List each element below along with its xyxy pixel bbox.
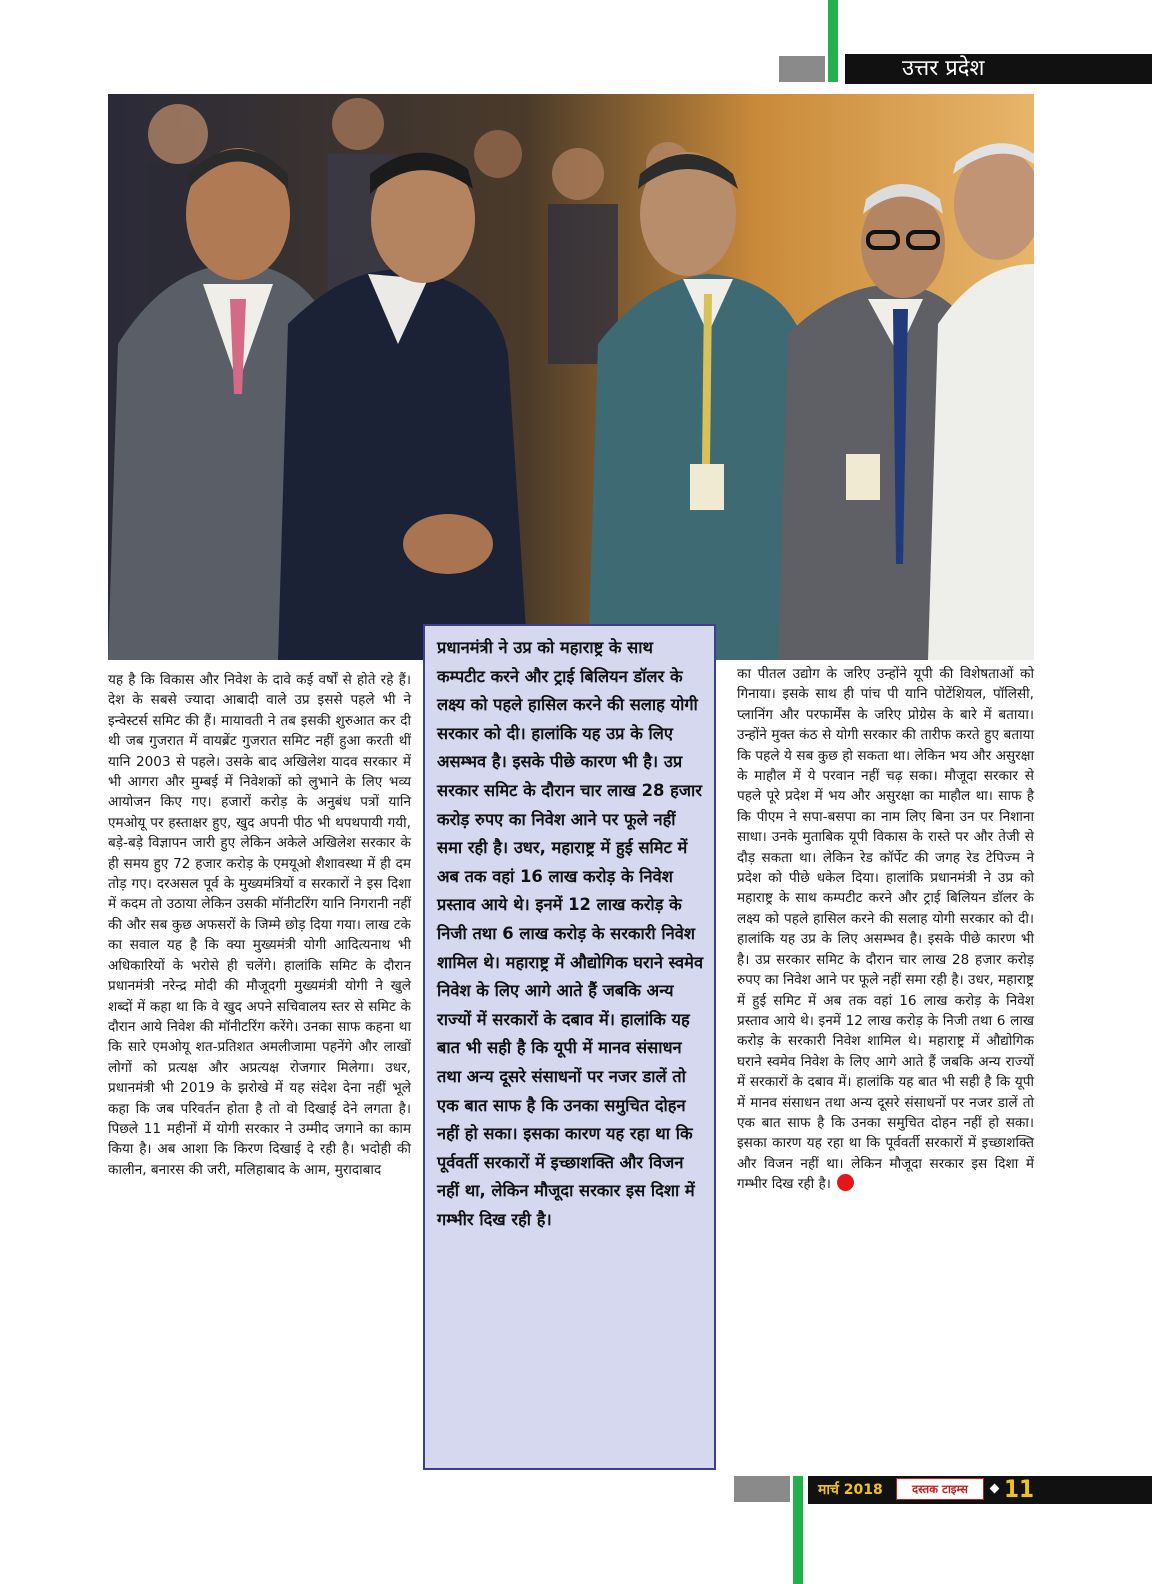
article-photo: [108, 94, 1034, 660]
header-accent-bar: [828, 0, 838, 82]
magazine-logo: दस्तक टाइम्स: [896, 1478, 984, 1500]
page-number: 11: [1004, 1475, 1035, 1503]
callout-text: प्रधानमंत्री ने उप्र को महाराष्ट्र के साथ कम्पटीट करने और ट्राई बिलियन डॉलर के लक्ष्य को पहले हासिल करने की सलाह योगी सरकार को दी। हालांकि यह उप्र के लिए असम्भव है। इसके पीछे कारण भी है। उप्र सरकार समिट के दौरान चार लाख 28 हजार करोड़ रुपए का निवेश आने पर फूले नहीं समा रही है। उधर, महाराष्ट्र में हुई समिट में अब तक वहां 16 लाख करोड़ के निवेश प्रस्ताव आये थे। इनमें 12 लाख करोड़ के निजी तथा 6 लाख करोड़ के सरकारी निवेश शामिल थे। महाराष्ट्र में औद्योगिक घराने स्वमेव निवेश के लिए आगे आते हैं जबकि अन्य राज्यों में सरकारों के दबाव में। हालांकि यह बात भी सही है कि यूपी में मानव संसाधन तथा अन्य दूसरे संसाधनों पर नजर डालें तो एक बात साफ है कि उनका समुचित दोहन नहीं हो सका। इसका कारण यह रहा था कि पूर्ववर्ती सरकारों में इच्छाशक्ति और विजन नहीं था, लेकिन मौजूदा सरकार इस दिशा में गम्भीर दिख रही है।: [437, 638, 704, 1229]
article-column-right-text: का पीतल उद्योग के जरिए उन्होंने यूपी की विशेषताओं को गिनाया। इसके साथ ही पांच पी यानि पोटेंशियल, पॉलिसी, प्लानिंग और परफार्मेंस के जरिए प्रोग्रेस के बारे में बताया। उन्होंने मुक्त कंठ से योगी सरकार की तारीफ करते हुए बताया कि पहले ये सब कुछ हो सकता था। लेकिन भय और असुरक्षा के माहौल में ये परवान नहीं चढ़ सका। मौजूदा सरकार से पहले पूरे प्रदेश में भय और असुरक्षा का माहौल था। साफ है कि पीएम ने सपा-बसपा का नाम लिए बिना उन पर निशाना साधा। उनके मुताबिक यूपी विकास के रास्ते पर और तेजी से दौड़ सकता था। लेकिन रेड कॉर्पेट की जगह रेड टेपिज्म ने प्रदेश को पीछे धकेल दिया। हालांकि प्रधानमंत्री ने उप्र को महाराष्ट्र के साथ कम्पटीट करने और ट्राई बिलियन डॉलर के लक्ष्य को पहले हासिल करने की सलाह योगी सरकार को दी। हालांकि यह उप्र के लिए असम्भव है। इसके पीछे कारण भी है। उप्र सरकार समिट के दौरान चार लाख 28 हजार करोड़ रुपए का निवेश आने पर फूले नहीं समा रही है। उधर, महाराष्ट्र में हुई समिट में अब तक वहां 16 लाख करोड़ के निवेश प्रस्ताव आये थे। इनमें 12 लाख करोड़ के निजी तथा 6 लाख करोड़ के सरकारी निवेश शामिल थे। महाराष्ट्र में औद्योगिक घराने स्वमेव निवेश के लिए आगे आते हैं जबकि अन्य राज्यों में सरकारों के दबाव में। हालांकि यह बात भी सही है कि यूपी में मानव संसाधन तथा अन्य दूसरे संसाधनों पर नजर डालें तो एक बात साफ है कि उनका समुचित दोहन नहीं हो सका। इसका कारण यह रहा था कि पूर्ववर्ती सरकारों में इच्छाशक्ति और विजन नहीं था। लेकिन मौजूदा सरकार इस दिशा में गम्भीर दिख रही है।: [737, 666, 1034, 1193]
issue-date: मार्च 2018: [818, 1482, 883, 1498]
footer-grey-block: [734, 1476, 790, 1502]
end-mark-icon: [837, 1174, 854, 1191]
article-column-left: यह है कि विकास और निवेश के दावे कई वर्षों से होते रहे हैं। देश के सबसे ज्यादा आबादी वाले उप्र इससे पहले भी ने इन्वेस्टर्स समिट की हैं। मायावती ने तब इसकी शुरुआत कर दी थी जब गुजरात में वायब्रेंट गुजरात समिट नहीं हुआ करती थीं यानि 2003 से पहले। उसके बाद अखिलेश यादव सरकार में भी आगरा और मुम्बई में निवेशकों को लुभाने के लिए भव्य आयोजन किए गए। हजारों करोड़ के अनुबंध पत्रों यानि एमओयू पर हस्ताक्षर हुए, खुद अपनी पीठ भी थपथपायी गयी, बड़े-बड़े विज्ञापन जारी हुए लेकिन अकेले अखिलेश सरकार के ही समय हुए 72 हजार करोड़ के एमयूओ शैशावस्था में ही दम तोड़ गए। दरअसल पूर्व के मुख्यमंत्रियों व सरकारों ने इस दिशा में कदम तो उठाया लेकिन उसकी मॉनीटरिंग यानि निगरानी नहीं की और सब कुछ अफसरों के जिम्मे छोड़ दिया गया। लाख टके का सवाल यह है कि क्या मुख्यमंत्री योगी आदित्यनाथ भी अधिकारियों के भरोसे ही चलेंगे। हालांकि समिट के दौरान प्रधानमंत्री नरेन्द्र मोदी की मौजूदगी मुख्यमंत्री योगी ने खुले शब्दों में कहा था कि वे खुद अपने सचिवालय स्तर से समिट के दौरान आये निवेश की मॉनीटरिंग करेंगे। उनका साफ कहना था कि सारे एमओयू शत-प्रतिशत अमलीजामा पहनेंगे और लाखों लोगों को प्रत्यक्ष और अप्रत्यक्ष रोजगार मिलेगा। उधर, प्रधानमंत्री भी 2019 के झरोखे में यह संदेश देना नहीं भूले कहा कि जब परिवर्तन होता है तो वो दिखाई देने लगता है। पिछले 11 महीनों में योगी सरकार ने उम्मीद जगाने का काम किया है। अब आशा कि किरण दिखाई दे रही है। भदोही की कालीन, बनारस की जरी, मलिहाबाद के आम, मुरादाबाद: [108, 672, 411, 1178]
article-column-right: [737, 664, 1034, 1195]
section-title: उत्तर प्रदेश: [902, 56, 985, 81]
section-tab: [845, 54, 1152, 84]
footer-accent-bar: [793, 1476, 803, 1584]
callout-box: [423, 624, 716, 1470]
header-grey-block: [779, 56, 825, 82]
